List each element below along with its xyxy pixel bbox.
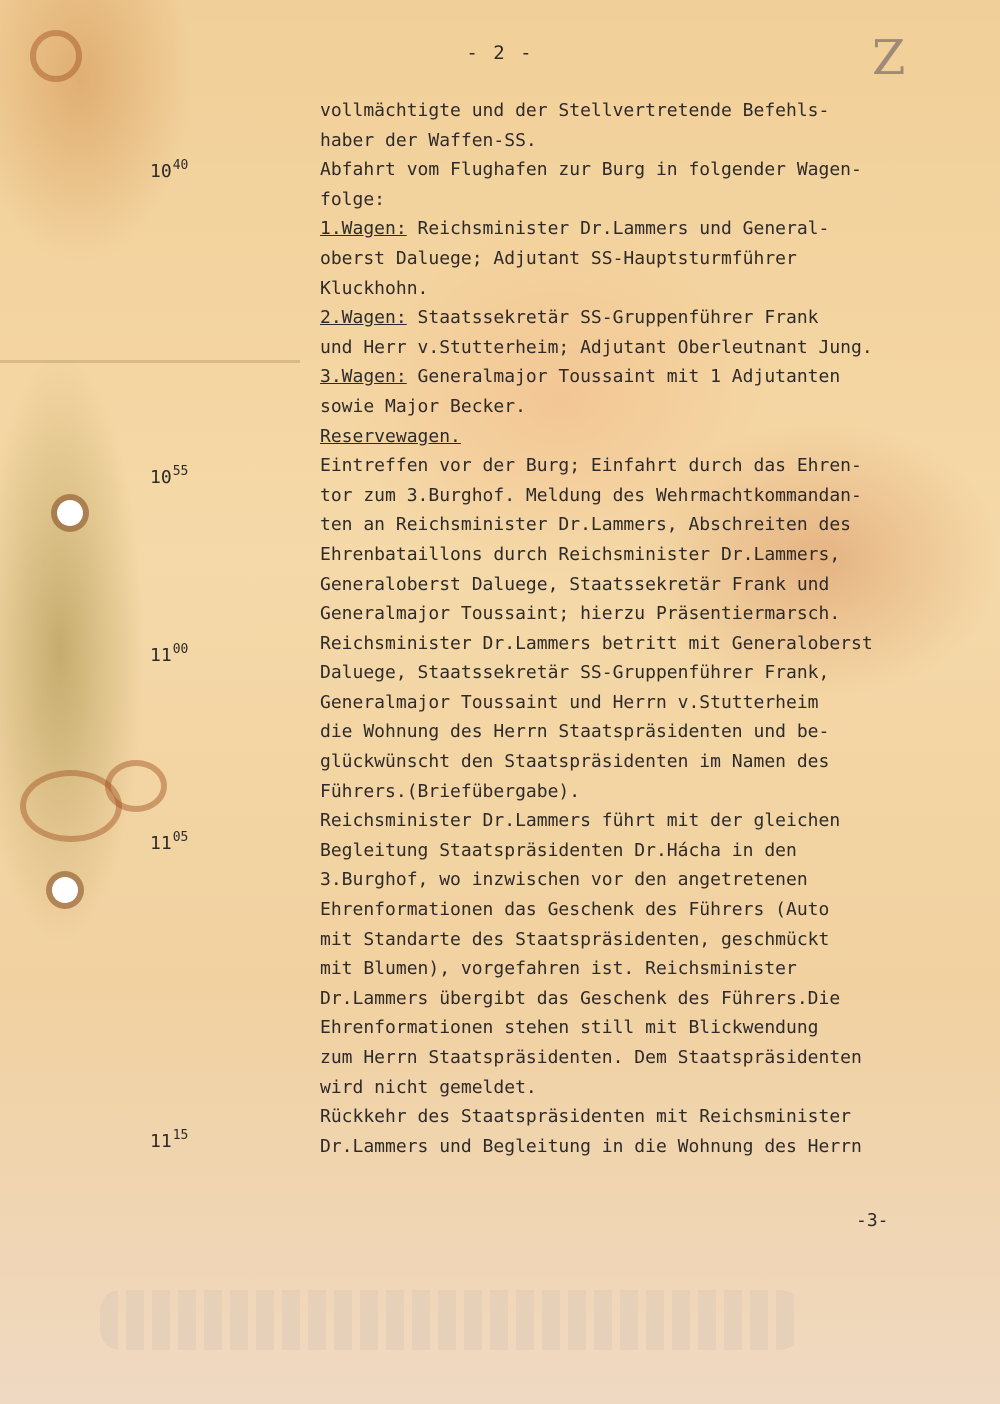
- punch-hole-upper: [57, 500, 83, 526]
- text-line: [320, 362, 960, 392]
- text-line: Reichsminister Dr.Lammers führt mit der gleichen: [320, 810, 841, 832]
- text-line: Ehrenformationen das Geschenk des Führers (Auto: [320, 899, 830, 921]
- text-line: oberst Daluege; Adjutant SS-Hauptsturmführer: [320, 247, 797, 269]
- text-line: zum Herrn Staatspräsidenten. Dem Staatspräsidenten: [320, 1047, 862, 1068]
- next-page-marker: -3-: [856, 1210, 889, 1231]
- text-line: Abfahrt vom Flughafen zur Burg in folgender Wagen-: [320, 159, 862, 181]
- text-line: Eintreffen vor der Burg; Einfahrt durch das Ehren-: [320, 455, 862, 477]
- text-line: die Wohnung des Herrn Staatspräsidenten und be-: [320, 721, 830, 743]
- line-rest: Reichsminister Dr.Lammers und General-: [406, 218, 830, 240]
- text-line: 3.Burghof, wo inzwischen vor den angetretenen: [320, 869, 808, 891]
- text-line: Daluege, Staatssekretär SS-Gruppenführer Frank,: [320, 662, 830, 684]
- text-line: haber der Waffen-SS.: [320, 129, 537, 151]
- text-line: Ehrenbataillons durch Reichsminister Dr.Lammers,: [320, 543, 841, 565]
- timestamp-1055: $10^{55}$: [150, 464, 189, 488]
- text-line: [320, 303, 960, 333]
- text-line: Kluckhohn.: [320, 277, 429, 299]
- body-text: [320, 96, 960, 1161]
- underlined-label: 3.Wagen:: [320, 366, 407, 388]
- page-number: - 2 -: [466, 42, 534, 64]
- underlined-label: Reservewagen.: [320, 425, 461, 447]
- text-line: wird nicht gemeldet.: [320, 1076, 537, 1098]
- punch-hole-lower: [52, 877, 78, 903]
- text-line: [320, 422, 960, 452]
- text-line: ten an Reichsminister Dr.Lammers, Abschreiten des: [320, 514, 852, 536]
- text-line: [320, 214, 960, 244]
- text-line: Dr.Lammers übergibt das Geschenk des Führers.Die: [320, 987, 841, 1009]
- text-line: mit Blumen), vorgefahren ist. Reichsminister: [320, 958, 797, 980]
- text-line: Ehrenformationen stehen still mit Blickwendung: [320, 1017, 819, 1039]
- underlined-label: 1.Wagen:: [320, 218, 407, 240]
- text-line: vollmächtigte und der Stellvertretende Befehls-: [320, 100, 830, 121]
- line-rest: Staatssekretär SS-Gruppenführer Frank: [406, 307, 819, 329]
- timestamp-1040: $10^{40}$: [150, 158, 189, 182]
- text-line: mit Standarte des Staatspräsidenten, geschmückt: [320, 928, 830, 950]
- underlined-label: 2.Wagen:: [320, 307, 407, 329]
- text-line: und Herr v.Stutterheim; Adjutant Oberleutnant Jung.: [320, 336, 873, 358]
- text-line: Reichsminister Dr.Lammers betritt mit Generaloberst: [320, 632, 873, 654]
- text-line: Führers.(Briefübergabe).: [320, 780, 581, 802]
- text-line: Generaloberst Daluege, Staatssekretär Frank und: [320, 573, 830, 595]
- rust-stain-ring: [105, 760, 167, 812]
- text-line: tor zum 3.Burghof. Meldung des Wehrmachtkommandan-: [320, 484, 862, 506]
- text-line: folge:: [320, 188, 386, 210]
- text-line: glückwünscht den Staatspräsidenten im Namen des: [320, 751, 830, 773]
- text-line: Dr.Lammers und Begleitung in die Wohnung des Herrn: [320, 1135, 862, 1157]
- paper-crease: [0, 360, 300, 363]
- text-line: sowie Major Becker.: [320, 395, 526, 417]
- text-line: Begleitung Staatspräsidenten Dr.Hácha in den: [320, 839, 797, 861]
- timestamp-1100: $11^{00}$: [150, 642, 189, 666]
- text-line: Rückkehr des Staatspräsidenten mit Reichsminister: [320, 1106, 852, 1128]
- timestamp-1105: $11^{05}$: [150, 830, 189, 854]
- faint-pencil-notes: [100, 1290, 800, 1350]
- line-rest: Generalmajor Toussaint mit 1 Adjutanten: [406, 366, 841, 388]
- corner-mark: Z: [872, 30, 906, 86]
- text-line: Generalmajor Toussaint; hierzu Präsentiermarsch.: [320, 603, 841, 625]
- text-line: Generalmajor Toussaint und Herrn v.Stutterheim: [320, 691, 819, 713]
- timestamp-1115: $11^{15}$: [150, 1128, 189, 1152]
